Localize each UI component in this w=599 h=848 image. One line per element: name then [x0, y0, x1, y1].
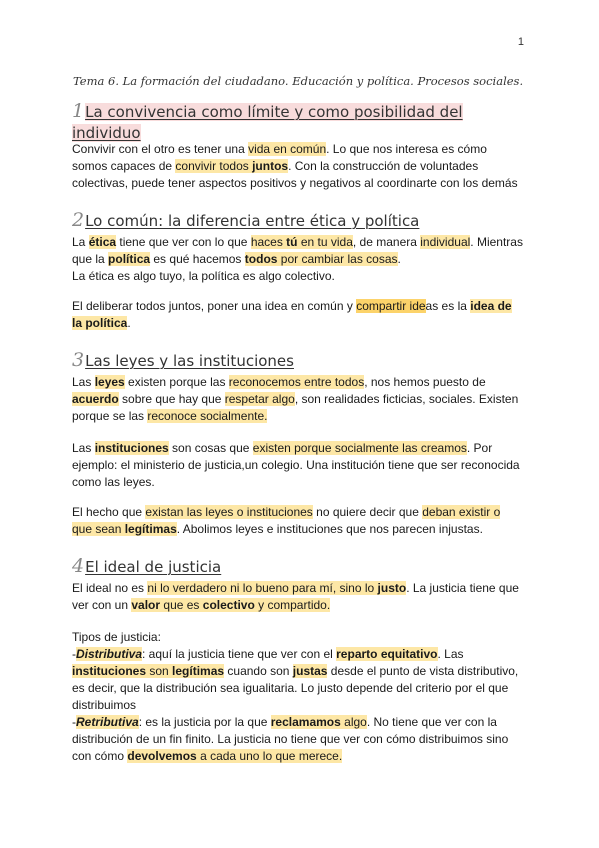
section-1-heading	[72, 101, 463, 122]
text-span: . Lo que nos interesa es cómo	[326, 142, 487, 156]
highlight: existen porque socialmente las creamos	[252, 441, 467, 455]
highlight: existan las leyes o instituciones	[145, 505, 313, 519]
highlight: respetar algo	[224, 392, 295, 406]
section-3-paragraph-3	[72, 504, 532, 538]
highlight: reconoce socialmente	[147, 409, 265, 423]
text-span: . Por	[466, 441, 493, 455]
text-span: tiene que ver con lo que	[116, 235, 251, 249]
text-span: : es la justicia por la que	[138, 715, 271, 729]
section-2-paragraph	[72, 234, 532, 285]
section-3-paragraph-2	[72, 440, 532, 491]
text-span: Las	[72, 441, 95, 455]
section-number: 2	[72, 209, 85, 231]
text-span: es decir, que la distribución sea igualitaria. Lo justo depende del criterio por el que	[72, 681, 509, 695]
bold-highlight: instituciones	[72, 664, 147, 678]
highlight: que es	[160, 598, 203, 612]
text-span: . Las	[437, 647, 464, 661]
text-span: distribución de un fin finito. La justicia no tiene que ver con cómo distribuimos sino	[72, 732, 509, 746]
text-span: -	[72, 647, 76, 661]
highlight: deban existir o	[422, 505, 501, 519]
bold-italic-highlight: Retributiva	[76, 715, 139, 729]
section-2-heading	[72, 210, 419, 231]
bold-highlight: legítimas	[124, 522, 177, 536]
text-span: as es la	[425, 299, 471, 313]
section-2-paragraph-2	[72, 298, 532, 332]
section-title: El ideal de justicia	[85, 558, 222, 576]
text-span: con cómo	[72, 749, 128, 763]
highlight: y compartido.	[254, 598, 331, 612]
text-span: desde el punto de vista distributivo,	[327, 664, 519, 678]
highlight: individual	[420, 235, 471, 249]
text-span: Tipos de justicia:	[72, 630, 161, 644]
text-span: porque se las	[72, 409, 148, 423]
text-span: , de manera	[352, 235, 421, 249]
text-span: .	[397, 252, 401, 266]
highlight: reconocemos entre todos	[228, 375, 365, 389]
text-span: . Mientras	[470, 235, 523, 249]
highlight: vida en común	[248, 142, 327, 156]
bold-highlight: la política	[72, 316, 128, 330]
bold-highlight: devolvemos	[127, 749, 197, 763]
bold-highlight: justo	[377, 581, 407, 595]
section-title-cont: individuo	[72, 124, 141, 142]
bold-highlight: legítimas	[172, 664, 225, 678]
text-span: distribuimos	[72, 698, 137, 712]
bold-highlight: instituciones	[94, 441, 169, 455]
highlight: que sean	[72, 522, 125, 536]
text-span: , nos hemos puesto de	[364, 375, 486, 389]
section-title: Las leyes y las instituciones	[85, 352, 294, 370]
section-title: La convivencia como límite y como posibilidad del	[85, 103, 463, 121]
bold-highlight: ética	[88, 235, 117, 249]
text-span: La	[72, 235, 89, 249]
bold-highlight: reparto equitativo	[336, 647, 438, 661]
highlight: a cada uno lo que merece.	[196, 749, 343, 763]
text-span: . Abolimos leyes e instituciones que nos parecen injustas.	[176, 522, 483, 536]
text-span: Convivir con el otro es tener una	[72, 142, 249, 156]
text-span: El deliberar todos juntos, poner una idea en común y	[72, 299, 357, 313]
text-span: existen porque las	[124, 375, 229, 389]
section-3-heading	[72, 350, 294, 371]
text-span: colectivas, puede tener aspectos positivos y negativos al coordinarte con los demás	[72, 176, 518, 190]
text-span: : aquí la justicia tiene que ver con el	[142, 647, 337, 661]
section-3-paragraph-1	[72, 374, 532, 425]
bold-highlight: justas	[292, 664, 328, 678]
text-span: ejemplo: el ministerio de justicia,un colegio. Una institución tiene que ser reconocida	[72, 458, 520, 472]
bold-highlight: tú	[286, 235, 298, 249]
bold-highlight: todos	[244, 252, 278, 266]
section-4-heading	[72, 556, 221, 577]
highlight: convivir todos	[175, 159, 253, 173]
text-span: , son realidades ficticias, sociales. Existen	[294, 392, 519, 406]
highlight: compartir ide	[356, 299, 426, 313]
text-span: . La justicia tiene que	[406, 581, 519, 595]
bold-highlight: reclamamos	[270, 715, 341, 729]
text-span: ver con un	[72, 598, 132, 612]
section-1-heading-cont	[72, 123, 141, 143]
text-span: como las leyes.	[72, 475, 155, 489]
highlight: son	[146, 664, 173, 678]
text-span: cuando son	[224, 664, 293, 678]
text-span: -	[72, 715, 76, 729]
highlight: por cambiar las cosas	[277, 252, 398, 266]
text-span: El ideal no es	[72, 581, 148, 595]
text-span: .	[127, 316, 131, 330]
text-span: El hecho que	[72, 505, 146, 519]
text-span: . Con la construcción de voluntades	[288, 159, 479, 173]
bold-highlight: política	[108, 252, 151, 266]
text-span: . No tiene que ver con la	[366, 715, 497, 729]
section-title: Lo común: la diferencia entre ética y política	[85, 212, 420, 230]
section-number: 1	[72, 100, 85, 122]
bold-highlight: valor	[131, 598, 161, 612]
highlight: .	[264, 409, 268, 423]
section-4-paragraph-1	[72, 580, 532, 614]
text-span: somos capaces de	[72, 159, 176, 173]
text-span: La ética es algo tuyo, la política es algo colectivo.	[72, 269, 335, 283]
text-span: sobre que hay que	[118, 392, 225, 406]
section-number: 3	[72, 349, 85, 371]
bold-highlight: leyes	[94, 375, 125, 389]
bold-highlight: juntos	[252, 159, 289, 173]
text-span: son cosas que	[168, 441, 253, 455]
bold-highlight: colectivo	[202, 598, 255, 612]
section-1-paragraph	[72, 141, 532, 192]
bold-highlight: idea de	[470, 299, 512, 313]
text-span: Las	[72, 375, 95, 389]
section-4-paragraph-2	[72, 629, 532, 765]
highlight: haces	[250, 235, 287, 249]
highlight: en tu vida	[297, 235, 353, 249]
page-number: 1	[517, 36, 524, 48]
text-span: es qué hacemos	[150, 252, 245, 266]
text-span: que la	[72, 252, 109, 266]
bold-italic-highlight: Distributiva	[76, 647, 143, 661]
text-span: no quiere decir que	[312, 505, 423, 519]
section-number: 4	[72, 555, 85, 577]
document-title: Tema 6. La formación del ciudadano. Educación y política. Procesos sociales.	[73, 74, 524, 88]
highlight: algo	[340, 715, 367, 729]
highlight: ni lo verdadero ni lo bueno para mí, sino lo	[147, 581, 378, 595]
bold-highlight: acuerdo	[72, 392, 119, 406]
